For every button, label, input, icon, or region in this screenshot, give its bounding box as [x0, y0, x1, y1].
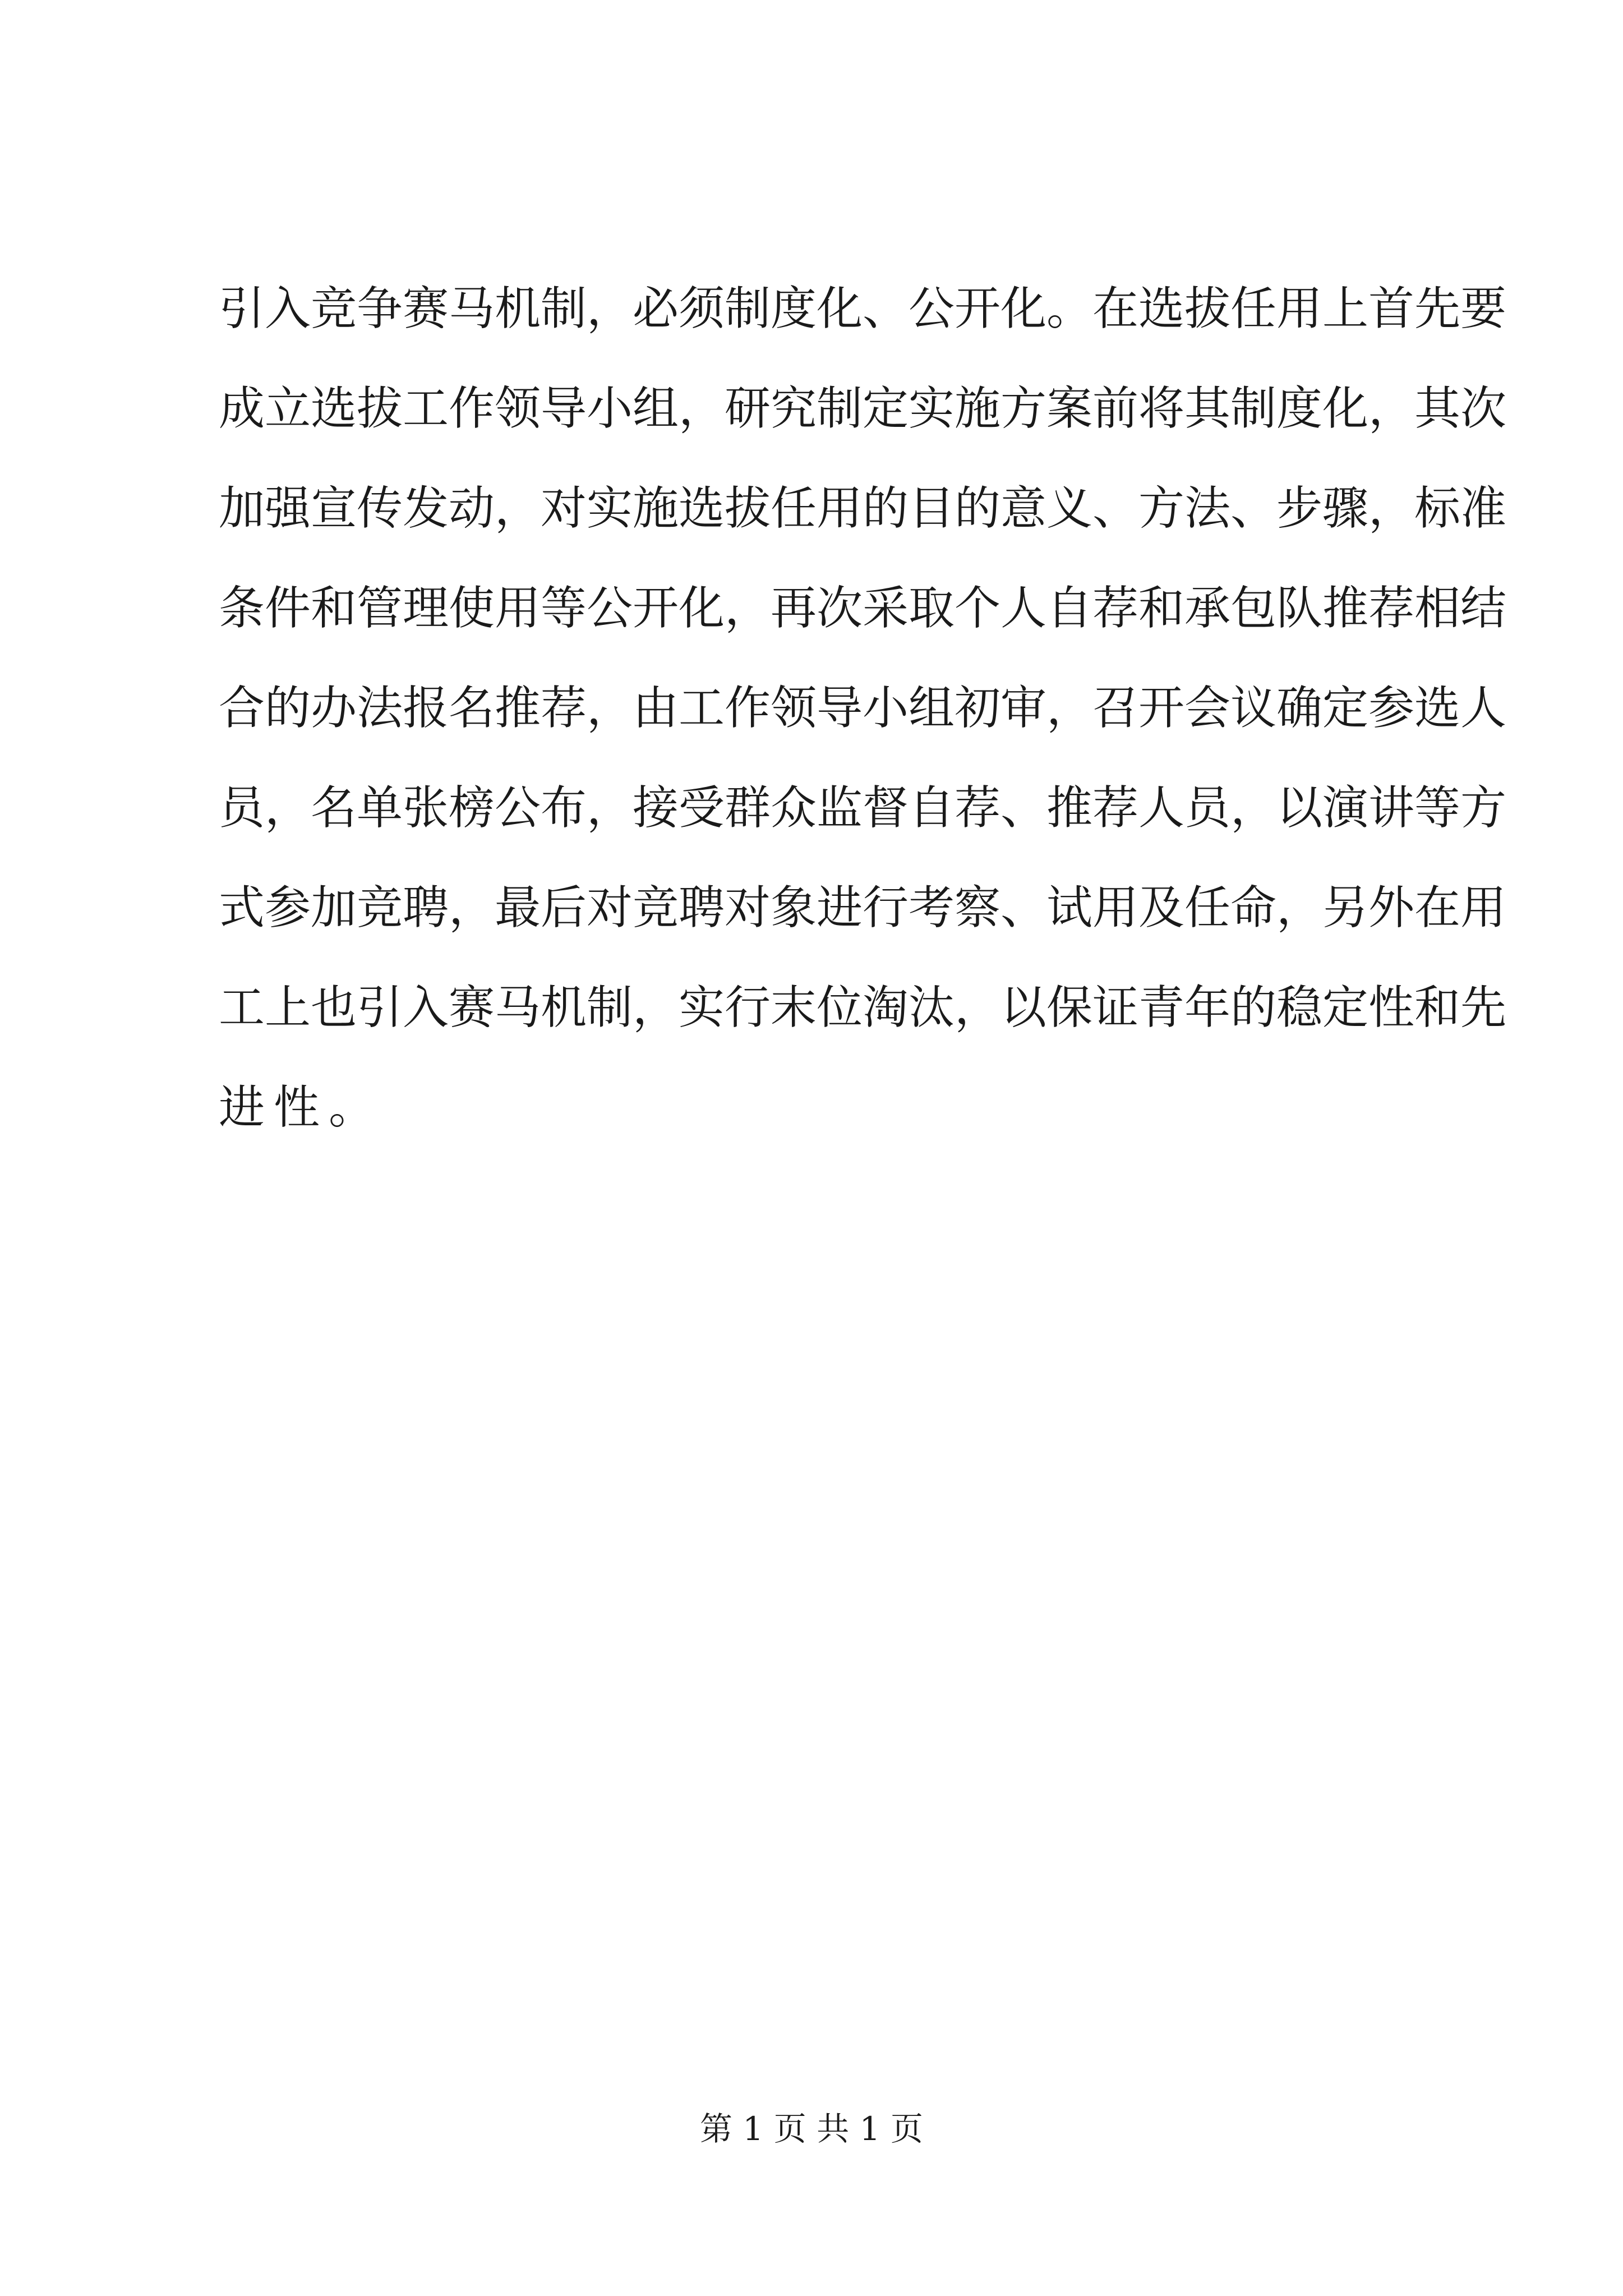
paragraph-line-3: 加强宣传发动，对实施选拔任用的目的意义、方法、步骤，标准 [219, 482, 1507, 535]
paragraph-line-2: 成立选拔工作领导小组，研究制定实施方案前将其制度化，其次 [219, 382, 1507, 435]
paragraph-line-1: 引入竞争赛马机制，必须制度化、公开化。在选拔任用上首先要 [219, 282, 1507, 335]
paragraph-line-5: 合的办法报名推荐，由工作领导小组初审，召开会议确定参选人 [219, 682, 1507, 735]
paragraph-line-9: 进性。 [219, 1081, 384, 1134]
page-number-label: 第 1 页 共 1 页 [700, 2110, 923, 2148]
body-paragraph [219, 259, 1507, 1158]
paragraph-line-8: 工上也引入赛马机制，实行末位淘汰，以保证青年的稳定性和先 [219, 981, 1507, 1034]
paragraph-line-7: 式参加竞聘，最后对竞聘对象进行考察、试用及任命，另外在用 [219, 881, 1507, 935]
paragraph-line-6: 员，名单张榜公布，接受群众监督自荐、推荐人员，以演讲等方 [219, 781, 1507, 835]
paragraph-line-4: 条件和管理使用等公开化，再次采取个人自荐和承包队推荐相结 [219, 582, 1507, 635]
page-footer [0, 2106, 1623, 2151]
